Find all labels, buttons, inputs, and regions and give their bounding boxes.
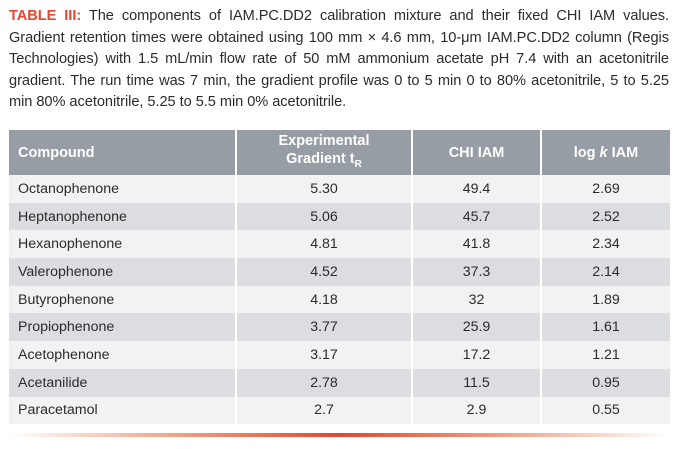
cell-gradient-tr: 3.77 (236, 313, 412, 341)
cell-compound: Valerophenone (9, 258, 236, 286)
table-row (9, 258, 670, 286)
accent-rule (9, 433, 670, 437)
table-caption (9, 6, 669, 114)
table-row (9, 203, 670, 231)
header-logk-pre: log (573, 144, 600, 161)
table-body (9, 175, 670, 424)
table-caption-label: TABLE III: (9, 8, 82, 24)
cell-logk-iam: 2.14 (541, 258, 670, 286)
cell-compound: Butyrophenone (9, 286, 236, 314)
cell-gradient-tr: 2.7 (236, 397, 412, 425)
header-gradient-line1: Experimental (278, 132, 370, 149)
table-header (9, 130, 670, 175)
cell-logk-iam: 1.61 (541, 313, 670, 341)
header-row (9, 130, 670, 175)
header-chi-iam: CHI IAM (412, 130, 541, 175)
cell-chi-iam: 11.5 (412, 369, 541, 397)
cell-gradient-tr: 4.52 (236, 258, 412, 286)
table-row (9, 369, 670, 397)
table-row (9, 175, 670, 203)
cell-chi-iam: 32 (412, 286, 541, 314)
calibration-table (9, 130, 670, 424)
cell-compound: Heptanophenone (9, 203, 236, 231)
header-logk-post: IAM (607, 144, 639, 161)
cell-logk-iam: 2.69 (541, 175, 670, 203)
cell-chi-iam: 37.3 (412, 258, 541, 286)
cell-chi-iam: 17.2 (412, 341, 541, 369)
cell-logk-iam: 1.21 (541, 341, 670, 369)
table-row (9, 341, 670, 369)
cell-compound: Propiophenone (9, 313, 236, 341)
cell-chi-iam: 49.4 (412, 175, 541, 203)
table-row (9, 313, 670, 341)
header-compound: Compound (9, 130, 236, 175)
cell-compound: Acetophenone (9, 341, 236, 369)
header-gradient-subscript: R (354, 158, 362, 170)
cell-chi-iam: 2.9 (412, 397, 541, 425)
header-logk-iam (541, 130, 670, 175)
table-row (9, 286, 670, 314)
cell-compound: Hexanophenone (9, 230, 236, 258)
table-caption-text: The components of IAM.PC.DD2 calibration mixture and their fixed CHI IAM values. Gradient retention times were obtained using 100 mm × 4.6 mm, 10-μm IAM.PC.DD2 column (Regis Technologies) with 1.5 mL/min flow rate of 50 mM ammonium acetate pH 7.4 with an acetonitrile gradient. The run time was 7 min, the gradient profile was 0 to 5 min 0 to 80% acetonitrile, 5 to 5.25 min 80% acetonitrile, 5.25 to 5.5 min 0% acetonitrile. (9, 8, 669, 110)
cell-compound: Acetanilide (9, 369, 236, 397)
cell-chi-iam: 25.9 (412, 313, 541, 341)
cell-chi-iam: 45.7 (412, 203, 541, 231)
cell-gradient-tr: 4.81 (236, 230, 412, 258)
cell-logk-iam: 0.55 (541, 397, 670, 425)
cell-gradient-tr: 4.18 (236, 286, 412, 314)
table-row (9, 397, 670, 425)
cell-compound: Octanophenone (9, 175, 236, 203)
header-gradient-line2: Gradient t (286, 150, 355, 167)
header-gradient-tr (236, 130, 412, 175)
cell-gradient-tr: 5.30 (236, 175, 412, 203)
cell-logk-iam: 2.52 (541, 203, 670, 231)
cell-logk-iam: 0.95 (541, 369, 670, 397)
table-row (9, 230, 670, 258)
header-logk-k: k (599, 144, 608, 161)
cell-compound: Paracetamol (9, 397, 236, 425)
cell-gradient-tr: 3.17 (236, 341, 412, 369)
cell-gradient-tr: 2.78 (236, 369, 412, 397)
cell-logk-iam: 1.89 (541, 286, 670, 314)
cell-chi-iam: 41.8 (412, 230, 541, 258)
cell-gradient-tr: 5.06 (236, 203, 412, 231)
cell-logk-iam: 2.34 (541, 230, 670, 258)
